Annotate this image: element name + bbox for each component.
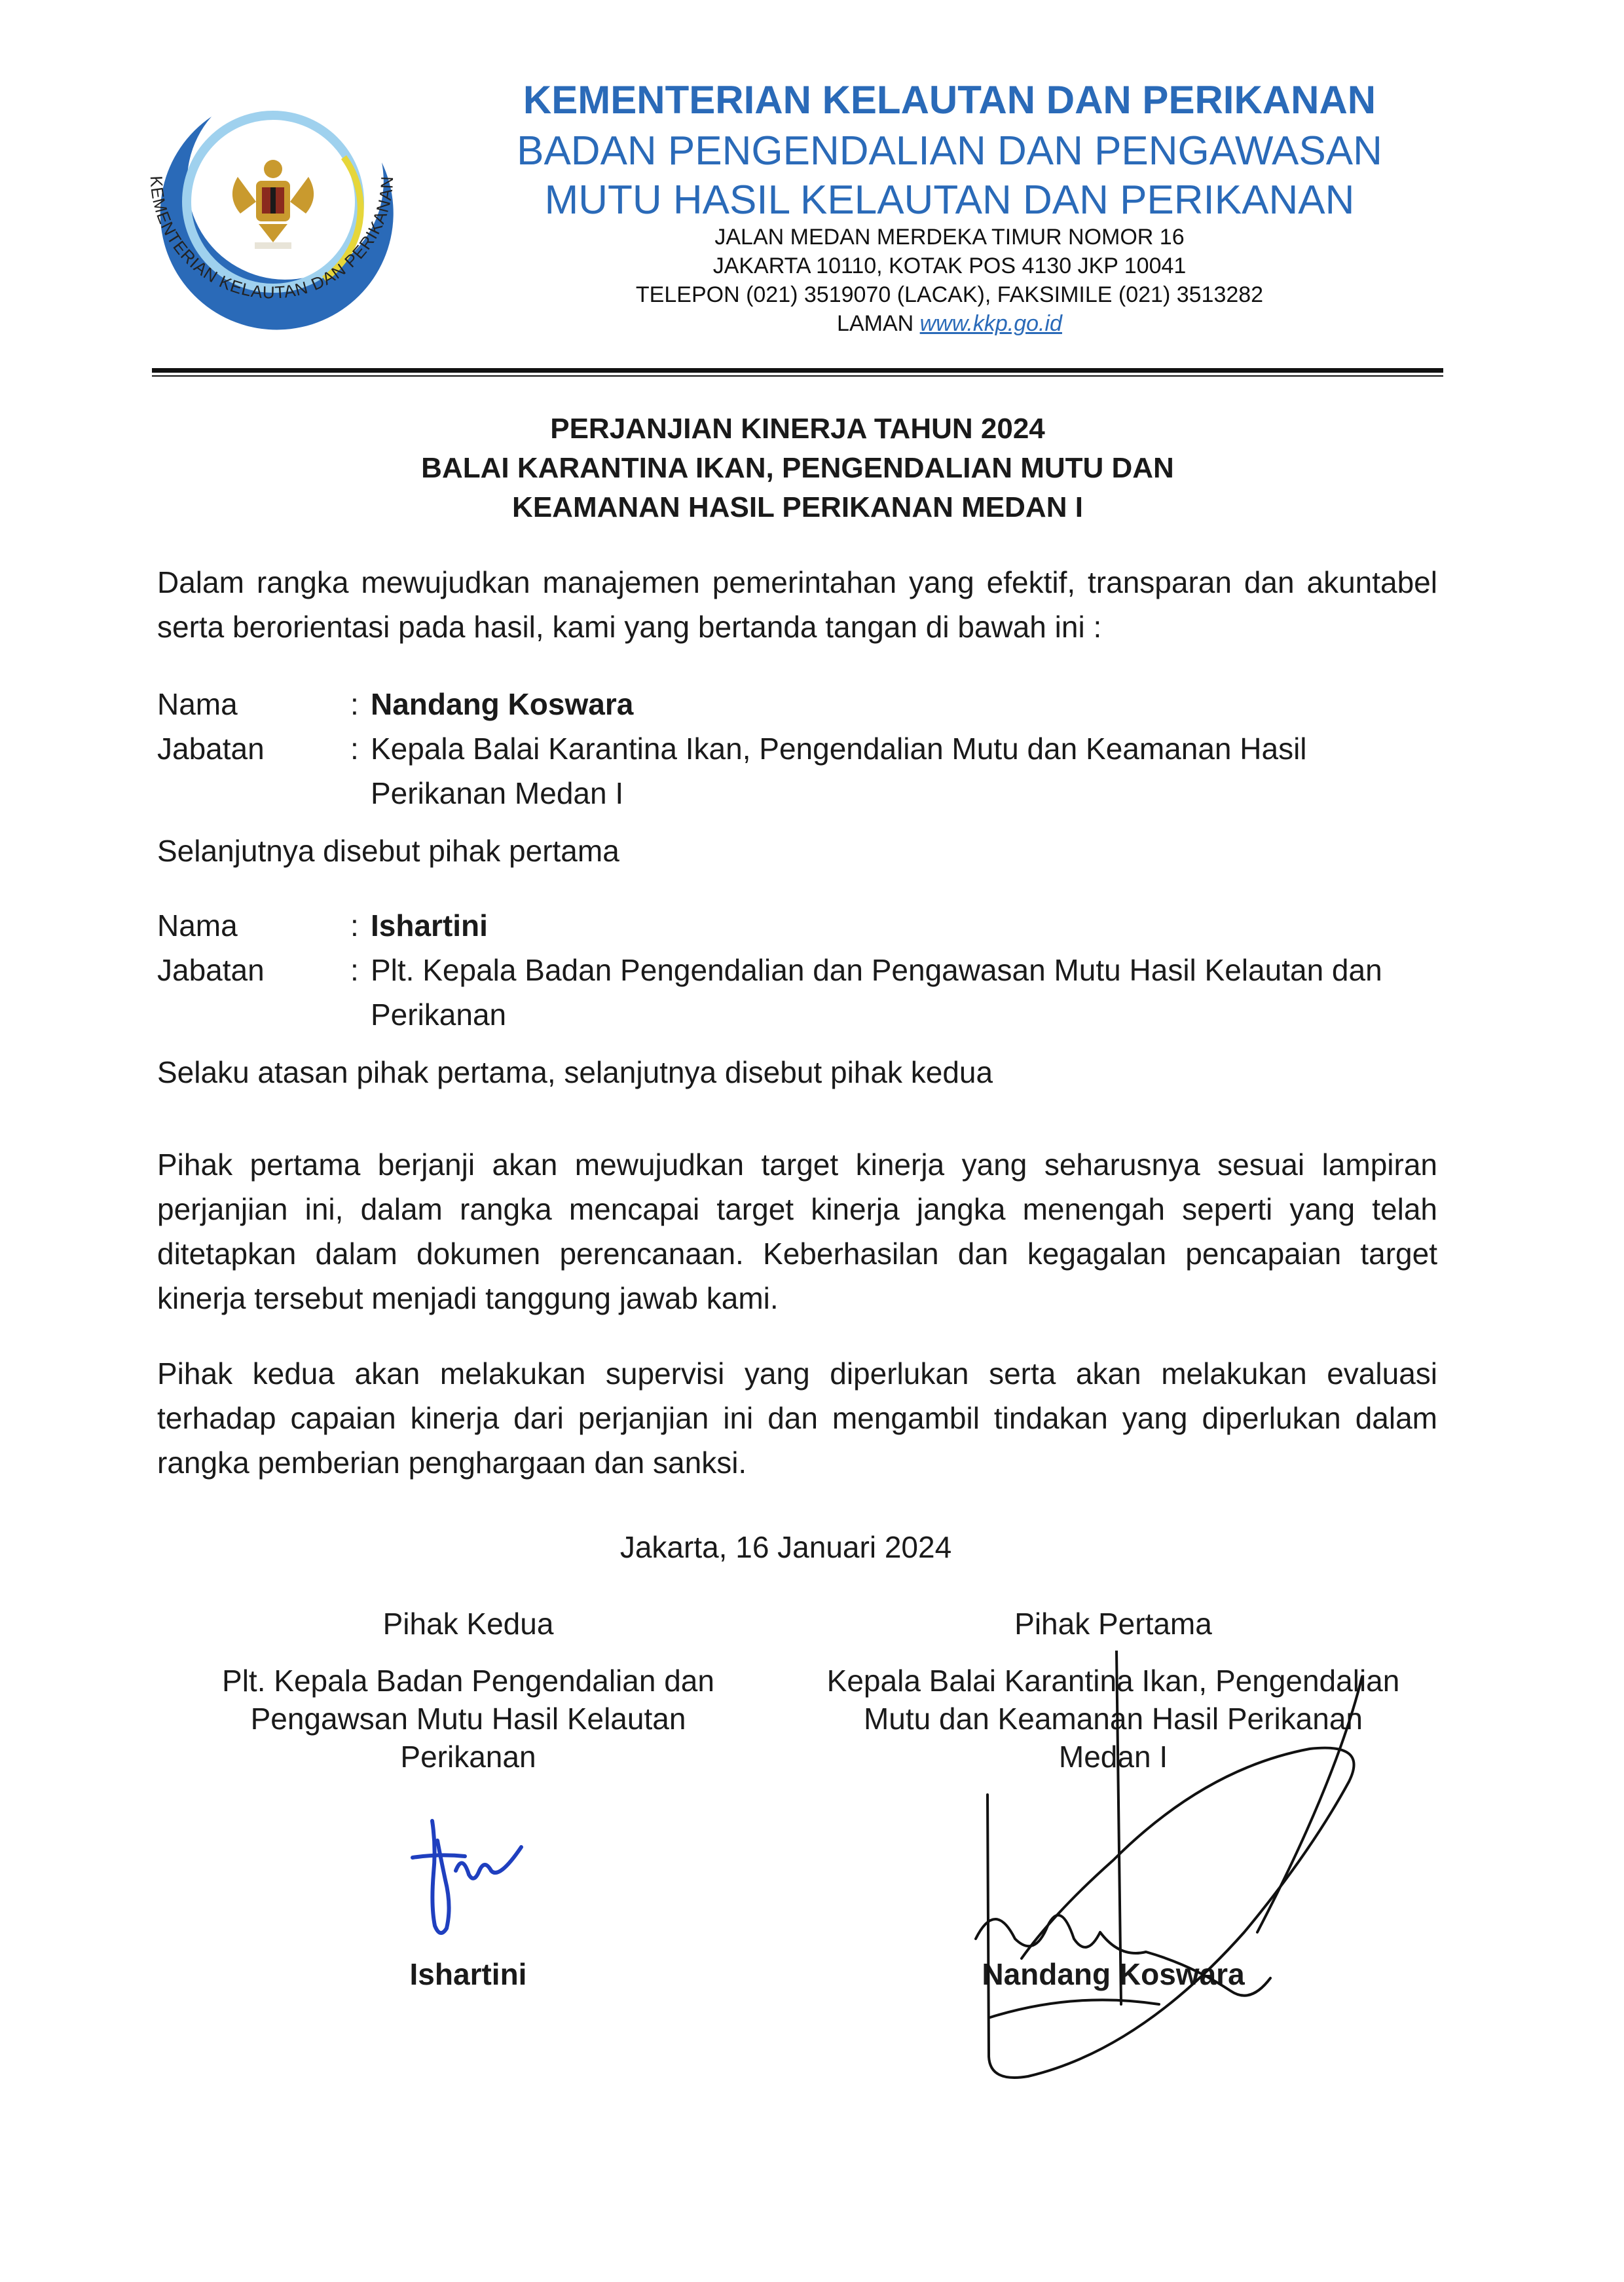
title-line-3: KEAMANAN HASIL PERIKANAN MEDAN I	[512, 491, 1083, 523]
left-handwritten-signature	[393, 1808, 537, 1952]
letterhead-address-city: JAKARTA 10110, KOTAK POS 4130 JKP 10041	[712, 253, 1187, 278]
letterhead-agency-line2: MUTU HASIL KELAUTAN DAN PERIKANAN	[544, 178, 1355, 223]
left-signatory-name: Ishartini	[409, 1957, 527, 1991]
party2-name-label: Nama	[157, 908, 238, 943]
letterhead-divider-thin	[152, 375, 1443, 377]
website-link[interactable]: www.kkp.go.id	[919, 311, 1062, 336]
party1-designation: Selanjutnya disebut pihak pertama	[157, 834, 619, 868]
right-signatory-title-3: Medan I	[1058, 1740, 1168, 1774]
left-signatory-title-2: Pengawsan Mutu Hasil Kelautan	[250, 1702, 686, 1736]
seal-text: KEMENTERIAN KELAUTAN DAN PERIKANAN	[146, 175, 397, 303]
party1-position: Kepala Balai Karantina Ikan, Pengendalian Mutu dan Keamanan Hasil Perikanan Medan I	[371, 732, 1307, 810]
letterhead-ministry: KEMENTERIAN KELAUTAN DAN PERIKANAN	[523, 78, 1376, 122]
party1-position-label: Jabatan	[157, 732, 265, 766]
party1-name-colon: :	[350, 687, 359, 721]
title-line-2: BALAI KARANTINA IKAN, PENGENDALIAN MUTU DAN	[421, 452, 1174, 484]
right-signatory-role: Pihak Pertama	[1014, 1607, 1212, 1641]
title-line-1: PERJANJIAN KINERJA TAHUN 2024	[550, 413, 1045, 445]
letterhead-agency-line1: BADAN PENGENDALIAN DAN PENGAWASAN	[517, 128, 1382, 174]
left-signatory-role: Pihak Kedua	[382, 1607, 554, 1641]
party2-designation: Selaku atasan pihak pertama, selanjutnya disebut pihak kedua	[157, 1055, 993, 1089]
party2-position-label: Jabatan	[157, 953, 265, 987]
website-label: LAMAN	[837, 311, 914, 336]
garuda-emblem-icon	[225, 148, 322, 255]
left-signatory-title-3: Perikanan	[400, 1740, 536, 1774]
commitment-paragraph: Pihak pertama berjanji akan mewujudkan target kinerja yang seharusnya sesuai lampiran perjanjian ini, dalam rangka mencapai target kinerja jangka menengah seperti yang telah ditetapkan dalam dokumen perencanaan. Keberhasilan dan kegagalan pencapaian target kinerja tersebut menjadi tanggung jawab kami.	[157, 1148, 1437, 1315]
right-handwritten-signature	[943, 1651, 1441, 2083]
supervision-paragraph: Pihak kedua akan melakukan supervisi yang diperlukan serta akan melakukan evaluasi terhadap capaian kinerja dari perjanjian ini dan mengambil tindakan yang diperlukan dalam rangka pemberian penghargaan dan sanksi.	[157, 1356, 1437, 1480]
ministry-seal-logo	[128, 85, 416, 373]
left-signatory-title-1: Plt. Kepala Badan Pengendalian dan	[222, 1664, 714, 1698]
party2-name: Ishartini	[371, 908, 488, 943]
place-date: Jakarta, 16 Januari 2024	[619, 1530, 952, 1564]
intro-paragraph: Dalam rangka mewujudkan manajemen pemerintahan yang efektif, transparan dan akuntabel serta berorientasi pada hasil, kami yang bertanda tangan di bawah ini :	[157, 565, 1437, 644]
party2-name-colon: :	[350, 908, 359, 943]
letterhead-divider	[152, 368, 1443, 373]
letterhead-phone-fax: TELEPON (021) 3519070 (LACAK), FAKSIMILE (021) 3513282	[635, 282, 1264, 307]
letterhead-website	[458, 309, 1441, 338]
party1-position-colon: :	[350, 732, 359, 766]
party1-name-label: Nama	[157, 687, 238, 721]
letterhead-address-street: JALAN MEDAN MERDEKA TIMUR NOMOR 16	[714, 225, 1185, 250]
party2-position-colon: :	[350, 953, 359, 987]
right-signatory-title-1: Kepala Balai Karantina Ikan, Pengendalian	[826, 1664, 1400, 1698]
right-signatory-name: Nandang Koswara	[982, 1957, 1245, 1991]
party1-name: Nandang Koswara	[371, 687, 634, 721]
right-signatory-title-2: Mutu dan Keamanan Hasil Perikanan	[863, 1702, 1363, 1736]
party2-position: Plt. Kepala Badan Pengendalian dan Pengawasan Mutu Hasil Kelautan dan Perikanan	[371, 953, 1382, 1032]
document-title	[152, 409, 1443, 527]
